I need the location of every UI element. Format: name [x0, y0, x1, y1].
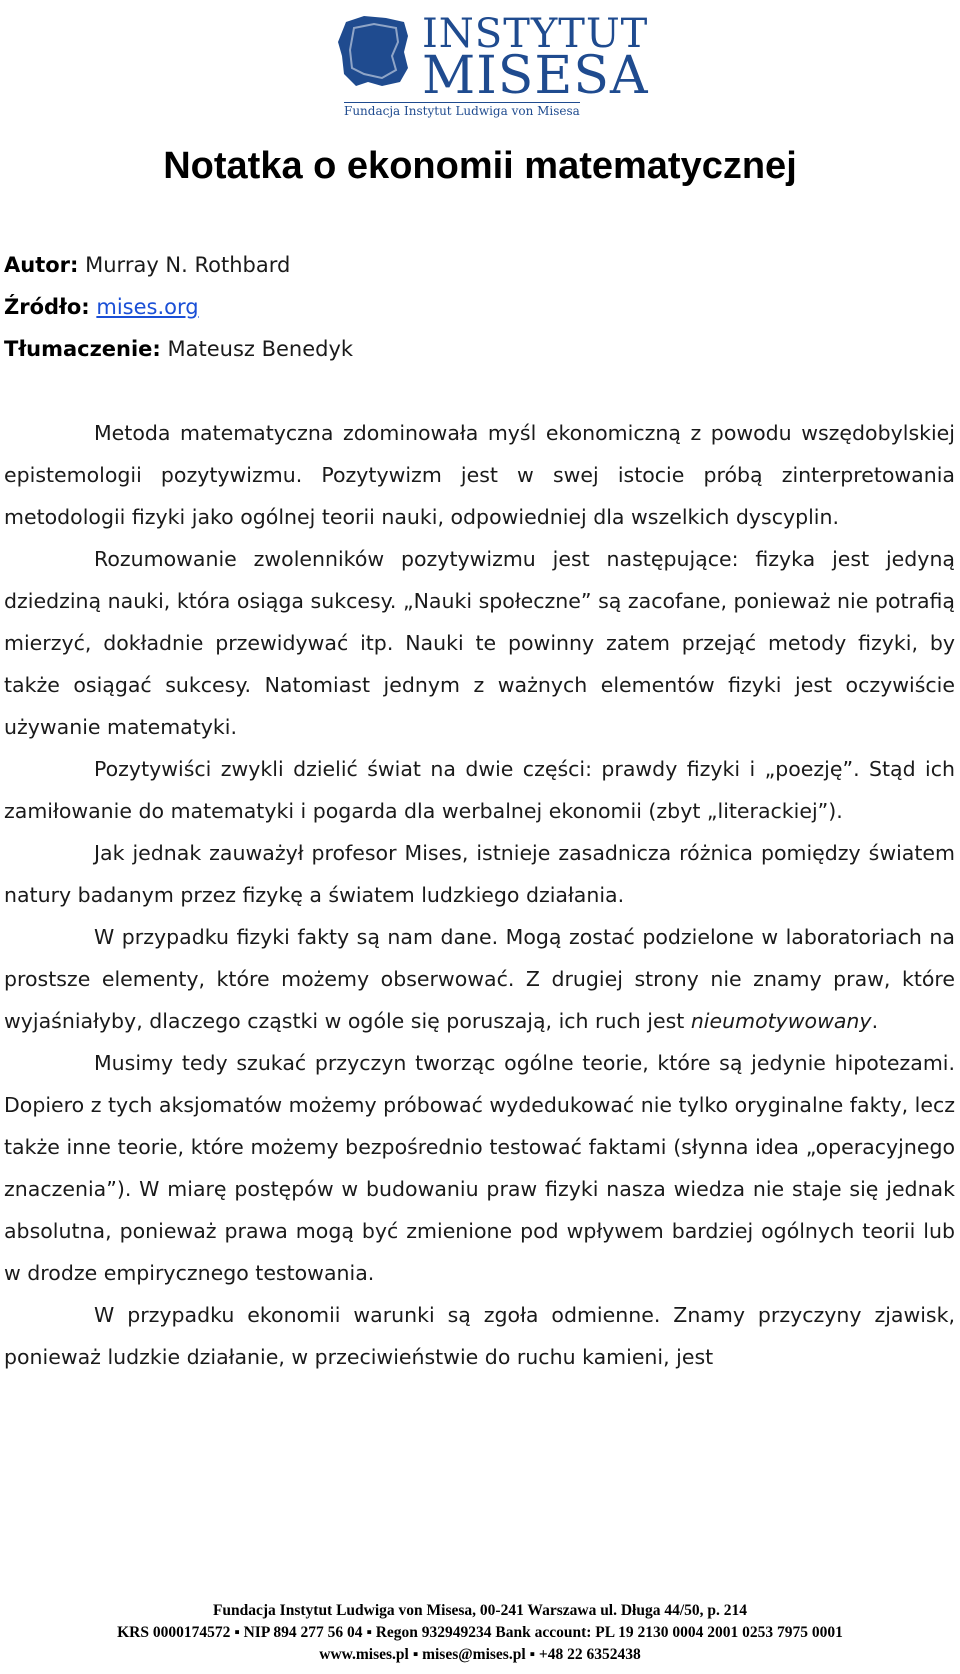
- poland-map-icon: [334, 12, 414, 92]
- article-meta: [4, 244, 353, 370]
- logo-word-misesa: MISESA: [422, 46, 649, 106]
- logo-word-instytut: INSTYTUT: [422, 11, 649, 57]
- author-label: Autor:: [4, 253, 79, 277]
- footer-address: Fundacja Instytut Ludwiga von Misesa, 00-241 Warszawa ul. Długa 44/50, p. 214: [212, 1602, 748, 1619]
- paragraph: Jak jednak zauważył profesor Mises, istnieje zasadnicza różnica pomiędzy światem natury badanym przez fizykę a światem ludzkiego działania.: [4, 841, 955, 907]
- paragraph: W przypadku ekonomii warunki są zgoła odmienne. Znamy przyczyny zjawisk, ponieważ ludzkie działanie, w przeciwieństwie do ruchu kamieni, jest: [4, 1303, 955, 1369]
- translation-label: Tłumaczenie:: [4, 337, 161, 361]
- paragraph-end: .: [871, 1009, 879, 1033]
- document-title: Notatka o ekonomii matematycznej: [163, 145, 797, 187]
- logo-tagline: Fundacja Instytut Ludwiga von Misesa: [344, 104, 580, 118]
- paragraph: Rozumowanie zwolenników pozytywizmu jest następujące: fizyka jest jedyną dziedziną nauki, która osiąga sukcesy. „Nauki społeczne” są zacofane, ponieważ nie potrafią mierzyć, dokładnie przewidywać itp. Nauki te powinny zatem przejąć metody fizyki, by także osiągać sukcesy. Natomiast jednym z ważnych elementów fizyki jest oczywiście używanie matematyki.: [4, 547, 955, 739]
- paragraph: [4, 916, 955, 1042]
- author-name: Murray N. Rothbard: [85, 253, 291, 277]
- paragraph: Metoda matematyczna zdominowała myśl ekonomiczną z powodu wszędobylskiej epistemologii pozytywizmu. Pozytywizm jest w swej istocie próbą zinterpretowania metodologii fizyki jako ogólnej teorii nauki, odpowiedniej dla wszelkich dyscyplin.: [4, 421, 955, 529]
- article-body: [4, 412, 955, 1378]
- source-link[interactable]: mises.org: [96, 295, 199, 319]
- page-footer: [0, 1600, 960, 1666]
- paragraph: Musimy tedy szukać przyczyn tworząc ogólne teorie, które są jedynie hipotezami. Dopiero z tych aksjomatów możemy próbować wydedukować nie tylko oryginalne fakty, lecz także inne teorie, które możemy bezpośrednio testować faktami (słynna idea „operacyjnego znaczenia”). W miarę postępów w budowaniu praw fizyki nasza wiedza nie staje się jednak absolutna, ponieważ prawa mogą być zmienione pod wpływem bardziej ogólnych teorii lub w drodze empirycznego testowania.: [4, 1051, 955, 1285]
- footer-registry: KRS 0000174572 ▪ NIP 894 277 56 04 ▪ Regon 932949234 Bank account: PL 19 2130 0004 2001 0253 7975 0001: [117, 1624, 843, 1641]
- paragraph: Pozytywiści zwykli dzielić świat na dwie części: prawdy fizyki i „poezję”. Stąd ich zamiłowanie do matematyki i pogarda dla werbalnej ekonomii (zbyt „literackiej”).: [4, 757, 955, 823]
- footer-contact: www.mises.pl ▪ mises@mises.pl ▪ +48 22 6352438: [319, 1646, 641, 1663]
- source-label: Źródło:: [4, 295, 90, 319]
- institute-logo: [334, 8, 649, 118]
- translator-name: Mateusz Benedyk: [167, 337, 354, 361]
- author-line: [4, 244, 353, 286]
- translation-line: [4, 328, 353, 370]
- source-line: [4, 286, 353, 328]
- emphasis-text: nieumotywowany: [690, 1009, 872, 1033]
- paragraph-text: W przypadku fizyki fakty są nam dane. Mogą zostać podzielone w laboratoriach na prostsze elementy, które możemy obserwować. Z drugiej strony nie znamy praw, które wyjaśniałyby, dlaczego cząstki w ogóle się poruszają, ich ruch jest: [4, 925, 955, 1033]
